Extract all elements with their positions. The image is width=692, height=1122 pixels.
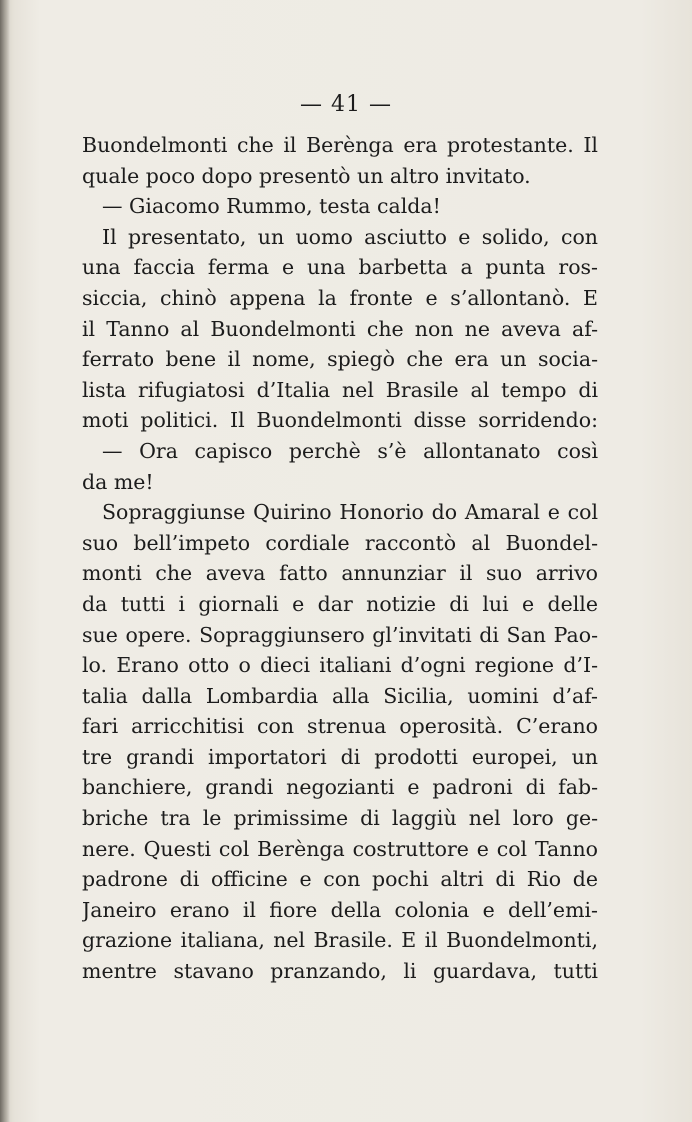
- text-line: — Ora capisco perchè s’è allontanato così: [102, 438, 598, 463]
- text-line: sue opere. Sopraggiunsero gl’invitati di San Pao-: [82, 622, 598, 647]
- text-line: talia dalla Lombardia alla Sicilia, uomini d’af-: [82, 683, 598, 708]
- text-line: lista rifugiatosi d’Italia nel Brasile al tempo di: [82, 377, 598, 402]
- text-line: quale poco dopo presentò un altro invitato.: [82, 163, 531, 188]
- text-line: suo bell’impeto cordiale raccontò al Buondel-: [82, 530, 598, 555]
- text-line: padrone di officine e con pochi altri di Rio de: [82, 867, 598, 892]
- body-text: [82, 130, 598, 987]
- text-line: lo. Erano otto o dieci italiani d’ogni regione d’I-: [82, 653, 598, 678]
- text-line: da me!: [82, 469, 154, 494]
- text-line: siccia, chinò appena la fronte e s’allontanò. E: [82, 285, 598, 310]
- text-line: una faccia ferma e una barbetta a punta ros-: [82, 255, 598, 280]
- text-line: Buondelmonti che il Berènga era protestante. Il: [82, 133, 598, 157]
- text-line: banchiere, grandi negozianti e padroni di fab-: [82, 775, 598, 800]
- text-line: il Tanno al Buondelmonti che non ne aveva af-: [82, 316, 598, 341]
- text-line: fari arricchitisi con strenua operosità. C’erano: [82, 714, 598, 739]
- text-line: nere. Questi col Berènga costruttore e col Tanno: [82, 836, 598, 861]
- page-number: — 41 —: [300, 92, 392, 117]
- text-line: briche tra le primissime di laggiù nel loro ge-: [82, 806, 598, 831]
- text-line: monti che aveva fatto annunziar il suo arrivo: [82, 561, 598, 586]
- text-line: da tutti i giornali e dar notizie di lui e delle: [82, 591, 598, 616]
- text-line: ferrato bene il nome, spiegò che era un socia-: [82, 347, 598, 372]
- text-line: Janeiro erano il fiore della colonia e dell’emi-: [82, 897, 598, 922]
- text-line: Sopraggiunse Quirino Honorio do Amaral e col: [102, 500, 598, 525]
- text-line: mentre stavano pranzando, li guardava, tutti: [82, 959, 598, 984]
- text-line: grazione italiana, nel Brasile. E il Buondelmonti,: [82, 928, 598, 953]
- text-line: Il presentato, un uomo asciutto e solido, con: [102, 224, 598, 249]
- text-line: — Giacomo Rummo, testa calda!: [102, 194, 441, 219]
- text-line: moti politici. Il Buondelmonti disse sorridendo:: [82, 408, 598, 433]
- binding-edge: [0, 0, 10, 1122]
- text-line: tre grandi importatori di prodotti europei, un: [82, 744, 598, 769]
